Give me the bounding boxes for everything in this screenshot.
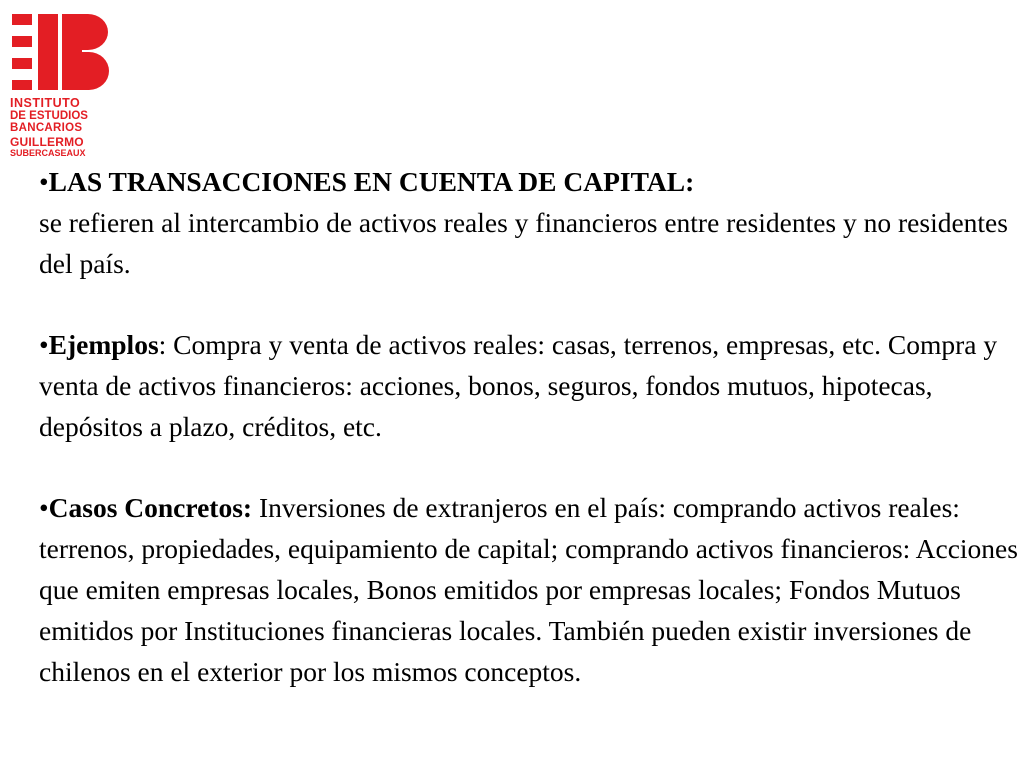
section-heading: LAS TRANSACCIONES EN CUENTA DE CAPITAL: (48, 166, 695, 197)
bullet: • (39, 329, 49, 361)
examples-paragraph (39, 325, 1019, 447)
institute-name (10, 97, 130, 158)
section-text: Inversiones de extranjeros en el país: comprando activos reales: terrenos, propiedades, equipamiento de capital; comprando activos financieros: Acciones que emiten empresas locales, Bonos emitidos por empresas locales; Fondos Mutuos emitidos por Instituciones financieras locales. También pueden existir inversiones de chilenos en el exterior por los mismos conceptos. (39, 492, 1018, 687)
logo-line-2: DE ESTUDIOS (10, 109, 88, 122)
concrete-cases-paragraph (39, 488, 1019, 692)
bullet: • (39, 492, 49, 524)
institute-logo (10, 12, 130, 162)
section-heading: Casos Concretos: (48, 492, 253, 524)
slide-body (39, 162, 1019, 692)
bullet: • (39, 166, 49, 197)
logo-line-1: INSTITUTO (10, 96, 81, 110)
section-heading: Ejemplos (48, 329, 159, 361)
logo-line-3: BANCARIOS (10, 122, 83, 134)
logo-line-5: SUBERCASEAUX (10, 147, 86, 158)
section-text: : Compra y venta de activos reales: casas, terrenos, empresas, etc. Compra y venta de activos financieros: acciones, bonos, seguros, fondos mutuos, hipotecas, depósitos a plazo, créditos, etc. (39, 329, 998, 442)
capital-account-definition (39, 162, 1019, 284)
section-text: se refieren al intercambio de activos reales y financieros entre residentes y no residentes del país. (39, 206, 1008, 279)
logo-line-4: GUILLERMO (10, 134, 84, 149)
ieb-logo-mark-icon (10, 12, 110, 92)
